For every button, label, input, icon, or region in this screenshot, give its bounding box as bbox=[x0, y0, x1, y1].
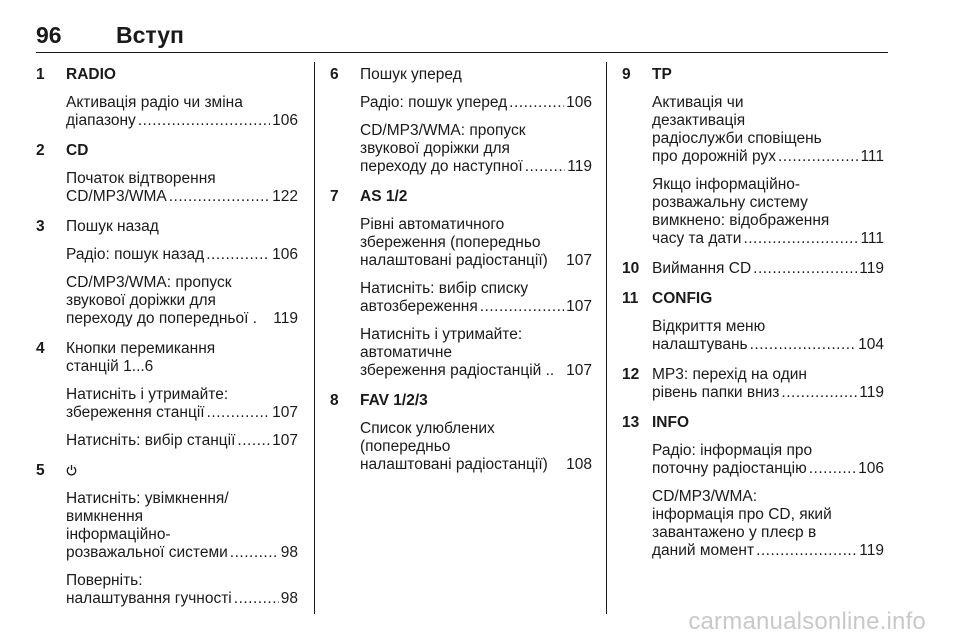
desc-line: CD/MP3/WMA: пропуск bbox=[360, 122, 526, 139]
desc-line: MP3: перехід на один bbox=[652, 366, 807, 383]
entry-text: діапазону bbox=[66, 112, 136, 129]
item-description bbox=[66, 432, 298, 450]
entry-text: Виймання CD bbox=[652, 260, 752, 277]
leader-dots bbox=[206, 246, 270, 264]
item-number: 10 bbox=[622, 260, 640, 277]
toc-entry bbox=[360, 456, 592, 474]
toc-entry bbox=[360, 362, 592, 380]
item-number: 2 bbox=[36, 142, 45, 159]
item-13 bbox=[622, 414, 884, 560]
page-title: Вступ bbox=[116, 22, 184, 48]
entry-text: Радіо: пошук уперед bbox=[360, 94, 508, 111]
item-heading: AS 1/2 bbox=[360, 188, 408, 205]
desc-line: радіослужби сповіщень bbox=[652, 130, 822, 147]
entry-text: Радіо: пошук назад bbox=[66, 246, 205, 263]
desc-line: Активація чи bbox=[652, 94, 744, 111]
entry-text: налаштувань bbox=[652, 336, 748, 353]
watermark: carmanualsonline.info bbox=[688, 608, 926, 635]
item-4 bbox=[36, 340, 298, 450]
desc-line: інформаційно- bbox=[66, 526, 171, 543]
item-description bbox=[652, 94, 884, 166]
item-description bbox=[66, 274, 298, 328]
item-heading: TP bbox=[652, 66, 672, 83]
item-heading: Кнопки перемикання bbox=[66, 340, 216, 357]
entry-text: Натисніть: вибір станції bbox=[66, 432, 236, 449]
item-description bbox=[360, 326, 592, 380]
desc-line: CD/MP3/WMA: bbox=[652, 488, 758, 505]
toc-entry bbox=[360, 94, 592, 112]
desc-line: збереження (попередньо bbox=[360, 234, 541, 251]
leader-dots bbox=[230, 544, 279, 562]
power-icon bbox=[66, 464, 77, 476]
item-heading: Пошук уперед bbox=[360, 66, 462, 83]
header-rule bbox=[36, 52, 888, 53]
page-ref: 111 bbox=[860, 230, 884, 247]
leader-dots bbox=[525, 158, 566, 176]
leader-dots bbox=[234, 590, 279, 608]
entry-text: переходу до попередньої . bbox=[66, 310, 257, 327]
toc-entry bbox=[652, 460, 884, 478]
desc-line: Натисніть і утримайте: bbox=[360, 326, 523, 343]
desc-line: Якщо інформаційно- bbox=[652, 176, 801, 193]
leader-dots bbox=[753, 260, 857, 278]
item-description bbox=[66, 490, 298, 562]
entry-text: даний момент bbox=[652, 542, 755, 559]
item-6 bbox=[330, 66, 592, 176]
item-12 bbox=[622, 366, 884, 402]
entry-text: про дорожній рух bbox=[652, 148, 776, 165]
page-ref: 106 bbox=[272, 112, 298, 129]
item-10 bbox=[622, 260, 884, 278]
item-heading: CD bbox=[66, 142, 89, 159]
page-number: 96 bbox=[36, 22, 62, 48]
desc-line: вимкнено: відображення bbox=[652, 212, 830, 229]
item-3 bbox=[36, 218, 298, 328]
entry-text: CD/MP3/WMA bbox=[66, 188, 167, 205]
desc-line: Рівні автоматичного bbox=[360, 216, 505, 233]
item-number: 11 bbox=[622, 290, 639, 307]
item-description bbox=[652, 488, 884, 560]
page-ref: 119 bbox=[567, 158, 592, 175]
desc-line: Початок відтворення bbox=[66, 170, 216, 187]
toc-entry bbox=[360, 158, 592, 176]
toc-entry bbox=[66, 590, 298, 608]
desc-line: вимкнення bbox=[66, 508, 144, 525]
leader-dots bbox=[743, 230, 858, 248]
page-ref: 119 bbox=[859, 260, 884, 277]
entry-text: налаштування гучності bbox=[66, 590, 232, 607]
page-ref: 119 bbox=[273, 310, 298, 327]
item-9 bbox=[622, 66, 884, 248]
item-description bbox=[360, 420, 592, 474]
desc-line: звукової доріжки для bbox=[66, 292, 216, 309]
page-ref: 106 bbox=[566, 94, 592, 111]
item-description bbox=[360, 216, 592, 270]
desc-line: Натисніть: вибір списку bbox=[360, 280, 529, 297]
item-number: 9 bbox=[622, 66, 631, 83]
desc-line: (попередньо bbox=[360, 438, 451, 455]
toc-entry bbox=[652, 384, 884, 402]
toc-entry bbox=[652, 336, 884, 354]
item-description bbox=[66, 386, 298, 422]
item-description bbox=[652, 442, 884, 478]
toc-entry bbox=[360, 298, 592, 316]
leader-dots bbox=[207, 404, 271, 422]
page-ref: 119 bbox=[859, 542, 884, 559]
desc-line: розважальну систему bbox=[652, 194, 808, 211]
column-divider-1 bbox=[314, 62, 315, 614]
leader-dots bbox=[138, 112, 270, 130]
toc-entry bbox=[66, 432, 298, 450]
desc-line: завантажено у плеєр в bbox=[652, 524, 817, 541]
toc-entry bbox=[360, 252, 592, 270]
item-heading: FAV 1/2/3 bbox=[360, 392, 428, 409]
leader-dots bbox=[809, 460, 856, 478]
item-2 bbox=[36, 142, 298, 206]
desc-line: CD/MP3/WMA: пропуск bbox=[66, 274, 232, 291]
item-heading bbox=[66, 462, 298, 480]
item-number: 6 bbox=[330, 66, 339, 83]
entry-text: налаштовані радіостанції) bbox=[360, 456, 548, 473]
page-ref: 107 bbox=[272, 432, 298, 449]
entry-text: розважальної системи bbox=[66, 544, 228, 561]
leader-dots bbox=[169, 188, 270, 206]
item-number: 3 bbox=[36, 218, 45, 235]
page-header bbox=[36, 22, 888, 52]
entry-text: налаштовані радіостанції) bbox=[360, 252, 548, 269]
item-heading: Пошук назад bbox=[66, 218, 159, 235]
toc-entry bbox=[66, 404, 298, 422]
toc-entry bbox=[652, 542, 884, 560]
item-number: 7 bbox=[330, 188, 339, 205]
item-5 bbox=[36, 462, 298, 608]
page-ref: 107 bbox=[566, 252, 592, 269]
item-11 bbox=[622, 290, 884, 354]
desc-line: Список улюблених bbox=[360, 420, 495, 437]
desc-line: Натисніть: увімкнення/ bbox=[66, 490, 229, 507]
desc-line: інформація про CD, який bbox=[652, 506, 832, 523]
page-ref: 98 bbox=[280, 544, 298, 561]
column-2 bbox=[330, 66, 592, 474]
desc-line: звукової доріжки для bbox=[360, 140, 510, 157]
entry-text: поточну радіостанцію bbox=[652, 460, 807, 477]
entry-text: часу та дати bbox=[652, 230, 742, 247]
page-ref: 107 bbox=[566, 362, 592, 379]
page-ref: 107 bbox=[272, 404, 298, 421]
item-number: 4 bbox=[36, 340, 45, 357]
desc-line: дезактивація bbox=[652, 112, 746, 129]
leader-dots bbox=[778, 148, 858, 166]
page-ref: 104 bbox=[858, 336, 884, 353]
entry-text: автозбереження bbox=[360, 298, 478, 315]
item-description bbox=[66, 246, 298, 264]
desc-line: Радіо: інформація про bbox=[652, 442, 813, 459]
toc-entry bbox=[66, 544, 298, 562]
page-ref: 107 bbox=[566, 298, 592, 315]
item-number: 8 bbox=[330, 392, 339, 409]
leader-dots bbox=[237, 432, 270, 450]
item-description bbox=[66, 94, 298, 130]
leader-dots bbox=[756, 542, 857, 560]
desc-line: Активація радіо чи зміна bbox=[66, 94, 243, 111]
toc-entry bbox=[66, 112, 298, 130]
item-description bbox=[66, 572, 298, 608]
item-heading-line-2: станцій 1...6 bbox=[66, 358, 154, 375]
toc-entry bbox=[652, 260, 884, 278]
entry-text: збереження радіостанцій .. bbox=[360, 362, 555, 379]
item-description bbox=[360, 280, 592, 316]
desc-line: Натисніть і утримайте: bbox=[66, 386, 229, 403]
leader-dots bbox=[480, 298, 564, 316]
page-ref: 119 bbox=[859, 384, 884, 401]
desc-line: Відкриття меню bbox=[652, 318, 766, 335]
leader-dots bbox=[781, 384, 857, 402]
item-1 bbox=[36, 66, 298, 130]
page-ref: 111 bbox=[860, 148, 884, 165]
column-3 bbox=[622, 66, 884, 560]
desc-line: Поверніть: bbox=[66, 572, 143, 589]
item-description bbox=[652, 318, 884, 354]
toc-entry bbox=[66, 246, 298, 264]
item-7 bbox=[330, 188, 592, 380]
item-description bbox=[360, 122, 592, 176]
item-heading: RADIO bbox=[66, 66, 116, 83]
column-divider-2 bbox=[606, 62, 607, 614]
toc-entry bbox=[652, 230, 884, 248]
page-ref: 98 bbox=[280, 590, 298, 607]
column-1 bbox=[36, 66, 298, 608]
desc-line: автоматичне bbox=[360, 344, 453, 361]
toc-entry bbox=[66, 188, 298, 206]
entry-text: збереження станції bbox=[66, 404, 205, 421]
item-heading: INFO bbox=[652, 414, 690, 431]
entry-text: рівень папки вниз bbox=[652, 384, 780, 401]
page-ref: 108 bbox=[566, 456, 592, 473]
item-number: 1 bbox=[36, 66, 45, 83]
item-8 bbox=[330, 392, 592, 474]
toc-entry bbox=[652, 148, 884, 166]
item-description bbox=[66, 170, 298, 206]
item-number: 5 bbox=[36, 462, 45, 479]
item-number: 12 bbox=[622, 366, 640, 383]
item-description bbox=[652, 176, 884, 248]
page-ref: 106 bbox=[272, 246, 298, 263]
page-ref: 122 bbox=[272, 188, 298, 205]
item-description bbox=[360, 94, 592, 112]
leader-dots bbox=[509, 94, 564, 112]
page-ref: 106 bbox=[858, 460, 884, 477]
entry-text: переходу до наступної bbox=[360, 158, 523, 175]
toc-entry bbox=[66, 310, 298, 328]
leader-dots bbox=[750, 336, 857, 354]
item-number: 13 bbox=[622, 414, 640, 431]
item-heading: CONFIG bbox=[652, 290, 713, 307]
